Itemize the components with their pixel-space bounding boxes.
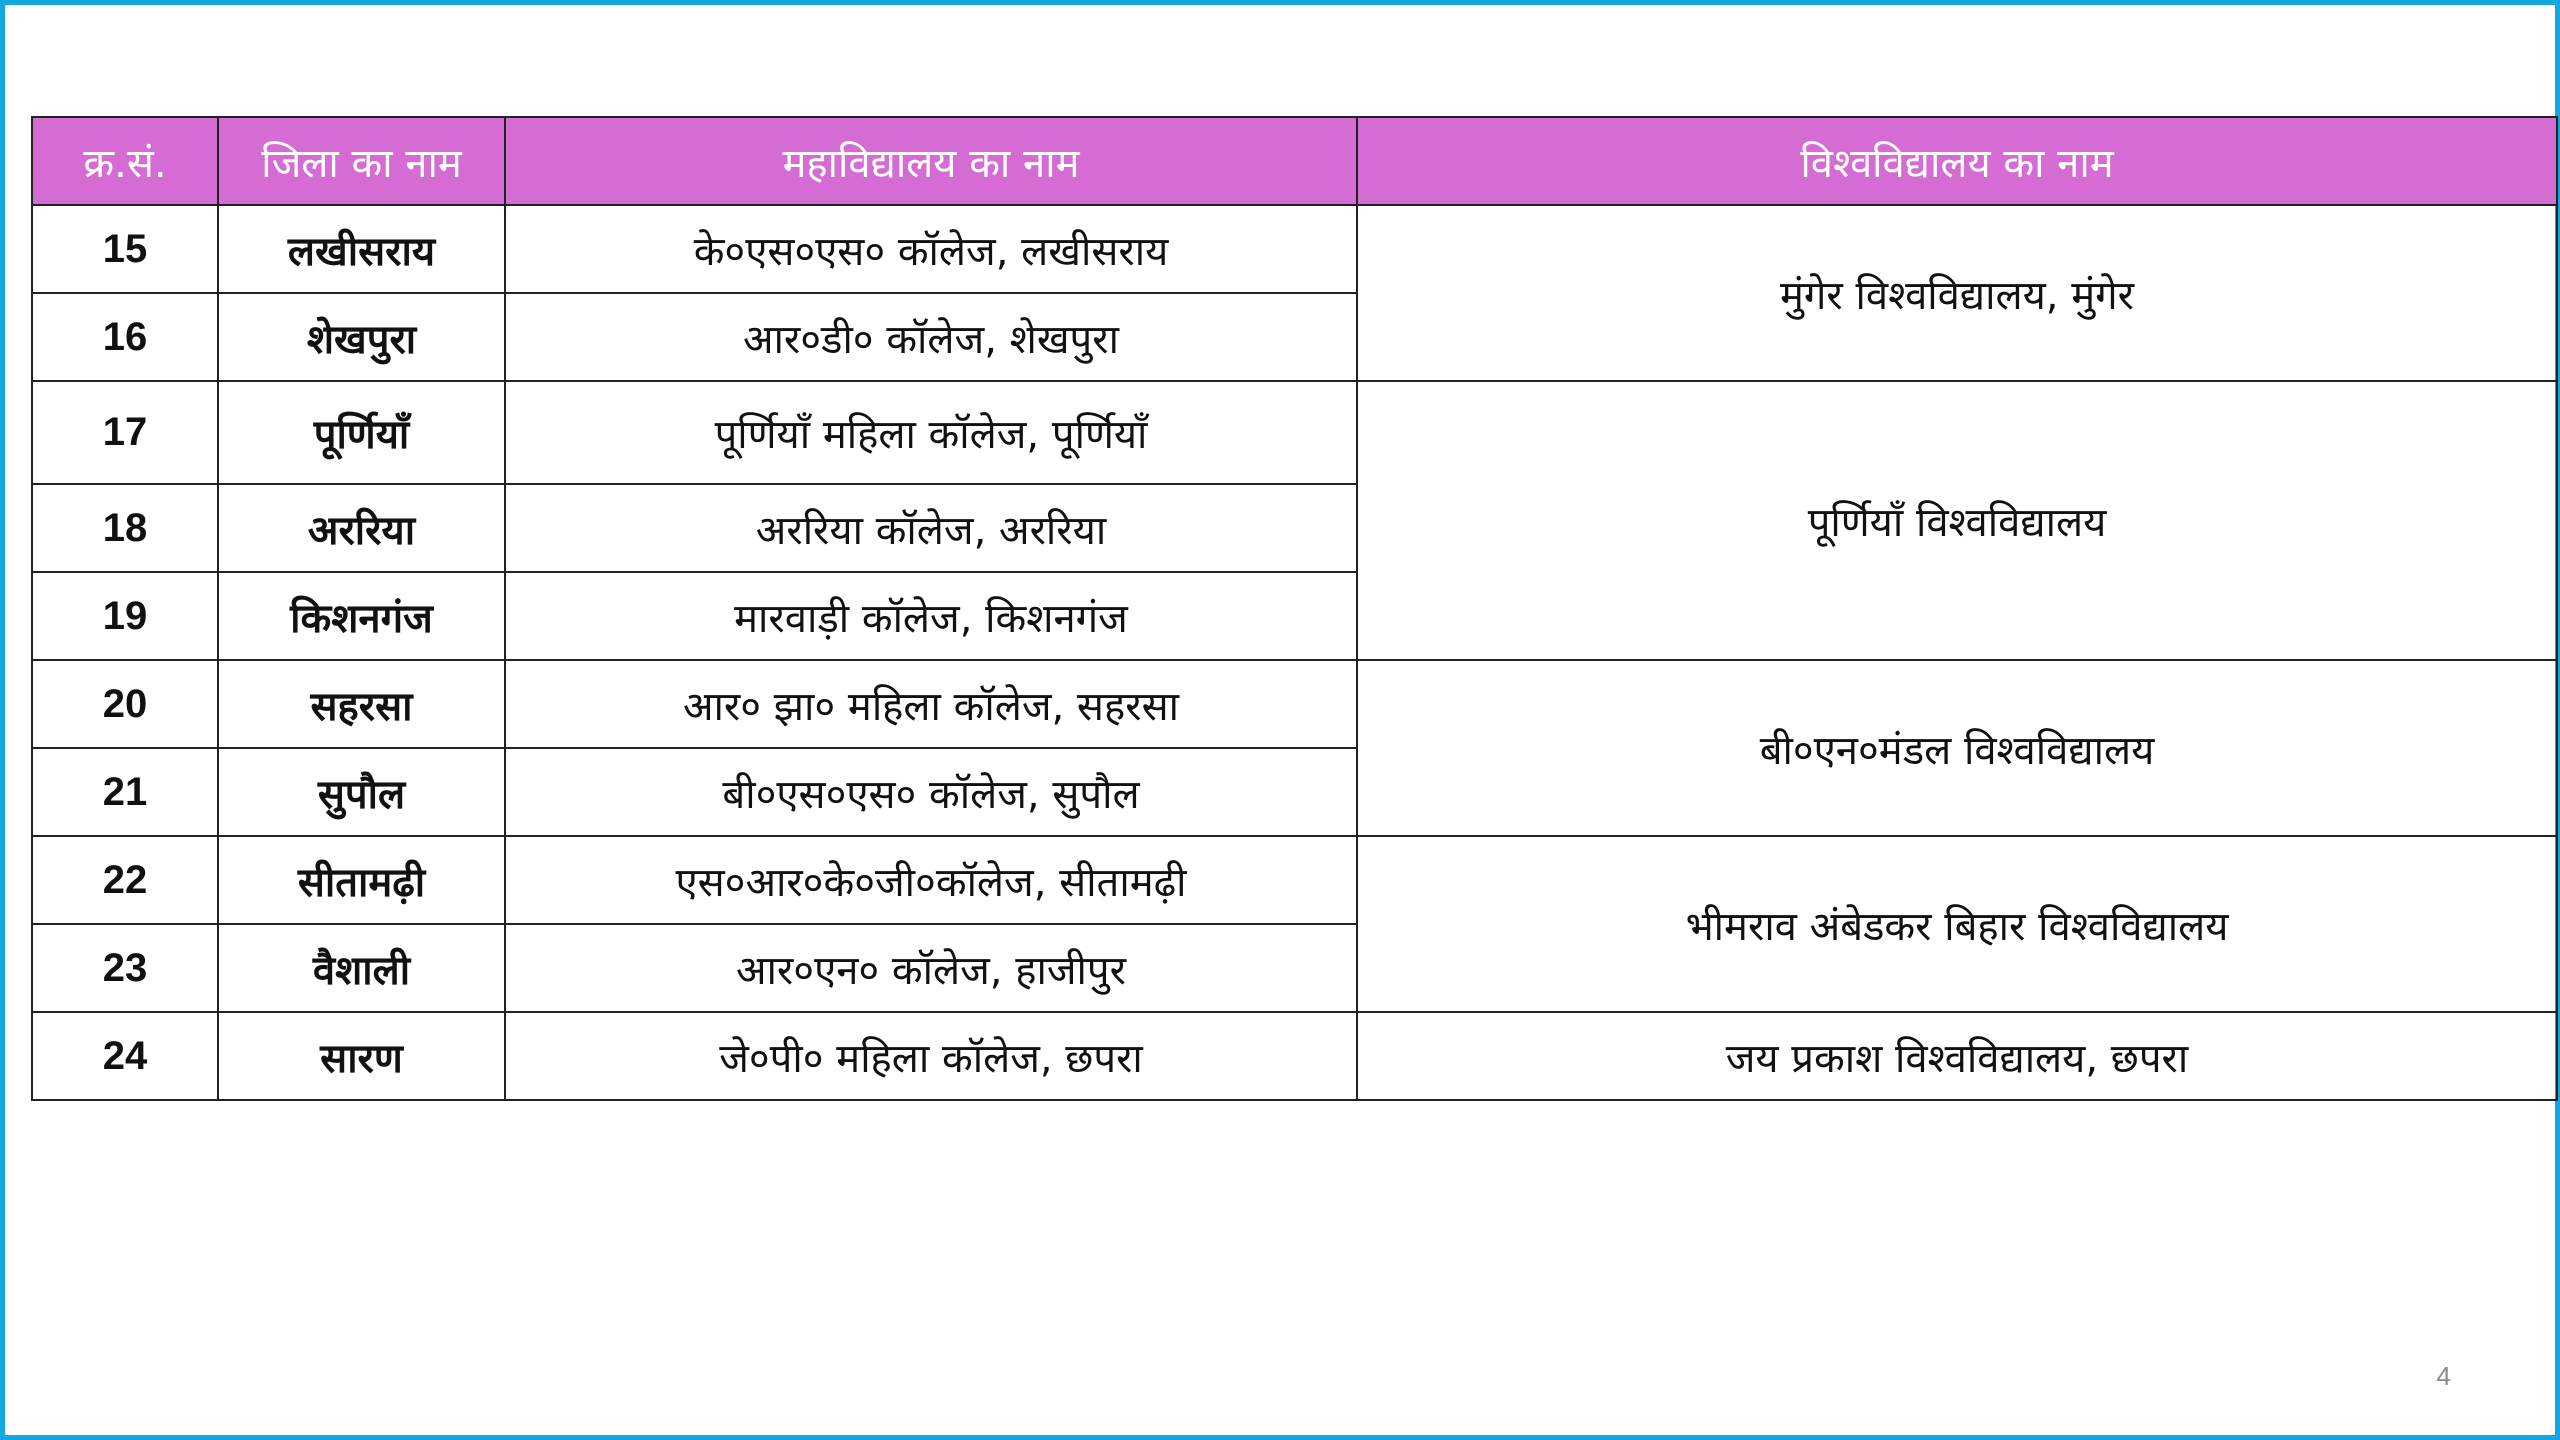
serial-number: 23 (32, 924, 218, 1012)
district-name: सीतामढ़ी (218, 836, 505, 924)
district-name: पूर्णियाँ (218, 381, 505, 484)
serial-number: 17 (32, 381, 218, 484)
table-row (32, 205, 2557, 293)
table-row (32, 836, 2557, 924)
college-name: आर०एन० कॉलेज, हाजीपुर (505, 924, 1357, 1012)
serial-number: 18 (32, 484, 218, 572)
district-name: वैशाली (218, 924, 505, 1012)
university-name: भीमराव अंबेडकर बिहार विश्वविद्यालय (1357, 836, 2557, 1012)
serial-number: 16 (32, 293, 218, 381)
serial-number: 21 (32, 748, 218, 836)
university-name: जय प्रकाश विश्वविद्यालय, छपरा (1357, 1012, 2557, 1100)
header-serial-number: क्र.सं. (32, 117, 218, 205)
college-name: अररिया कॉलेज, अररिया (505, 484, 1357, 572)
college-name: बी०एस०एस० कॉलेज, सुपौल (505, 748, 1357, 836)
district-name: सुपौल (218, 748, 505, 836)
college-name: के०एस०एस० कॉलेज, लखीसराय (505, 205, 1357, 293)
district-name: लखीसराय (218, 205, 505, 293)
district-name: सारण (218, 1012, 505, 1100)
page-number: 4 (2436, 1361, 2451, 1391)
district-name: सहरसा (218, 660, 505, 748)
colleges-table (31, 116, 2558, 1101)
table-header-row (32, 117, 2557, 205)
table-row (32, 660, 2557, 748)
header-university-name: विश्वविद्यालय का नाम (1357, 117, 2557, 205)
college-name: एस०आर०के०जी०कॉलेज, सीतामढ़ी (505, 836, 1357, 924)
serial-number: 22 (32, 836, 218, 924)
header-college-name: महाविद्यालय का नाम (505, 117, 1357, 205)
university-name: पूर्णियाँ विश्वविद्यालय (1357, 381, 2557, 660)
serial-number: 19 (32, 572, 218, 660)
district-name: शेखपुरा (218, 293, 505, 381)
university-name: बी०एन०मंडल विश्वविद्यालय (1357, 660, 2557, 836)
college-name: मारवाड़ी कॉलेज, किशनगंज (505, 572, 1357, 660)
table-row (32, 1012, 2557, 1100)
college-name: पूर्णियाँ महिला कॉलेज, पूर्णियाँ (505, 381, 1357, 484)
district-name: किशनगंज (218, 572, 505, 660)
table-row (32, 381, 2557, 484)
university-name: मुंगेर विश्वविद्यालय, मुंगेर (1357, 205, 2557, 381)
serial-number: 20 (32, 660, 218, 748)
college-name: आर० झा० महिला कॉलेज, सहरसा (505, 660, 1357, 748)
district-name: अररिया (218, 484, 505, 572)
header-district-name: जिला का नाम (218, 117, 505, 205)
serial-number: 15 (32, 205, 218, 293)
college-name: जे०पी० महिला कॉलेज, छपरा (505, 1012, 1357, 1100)
serial-number: 24 (32, 1012, 218, 1100)
college-name: आर०डी० कॉलेज, शेखपुरा (505, 293, 1357, 381)
